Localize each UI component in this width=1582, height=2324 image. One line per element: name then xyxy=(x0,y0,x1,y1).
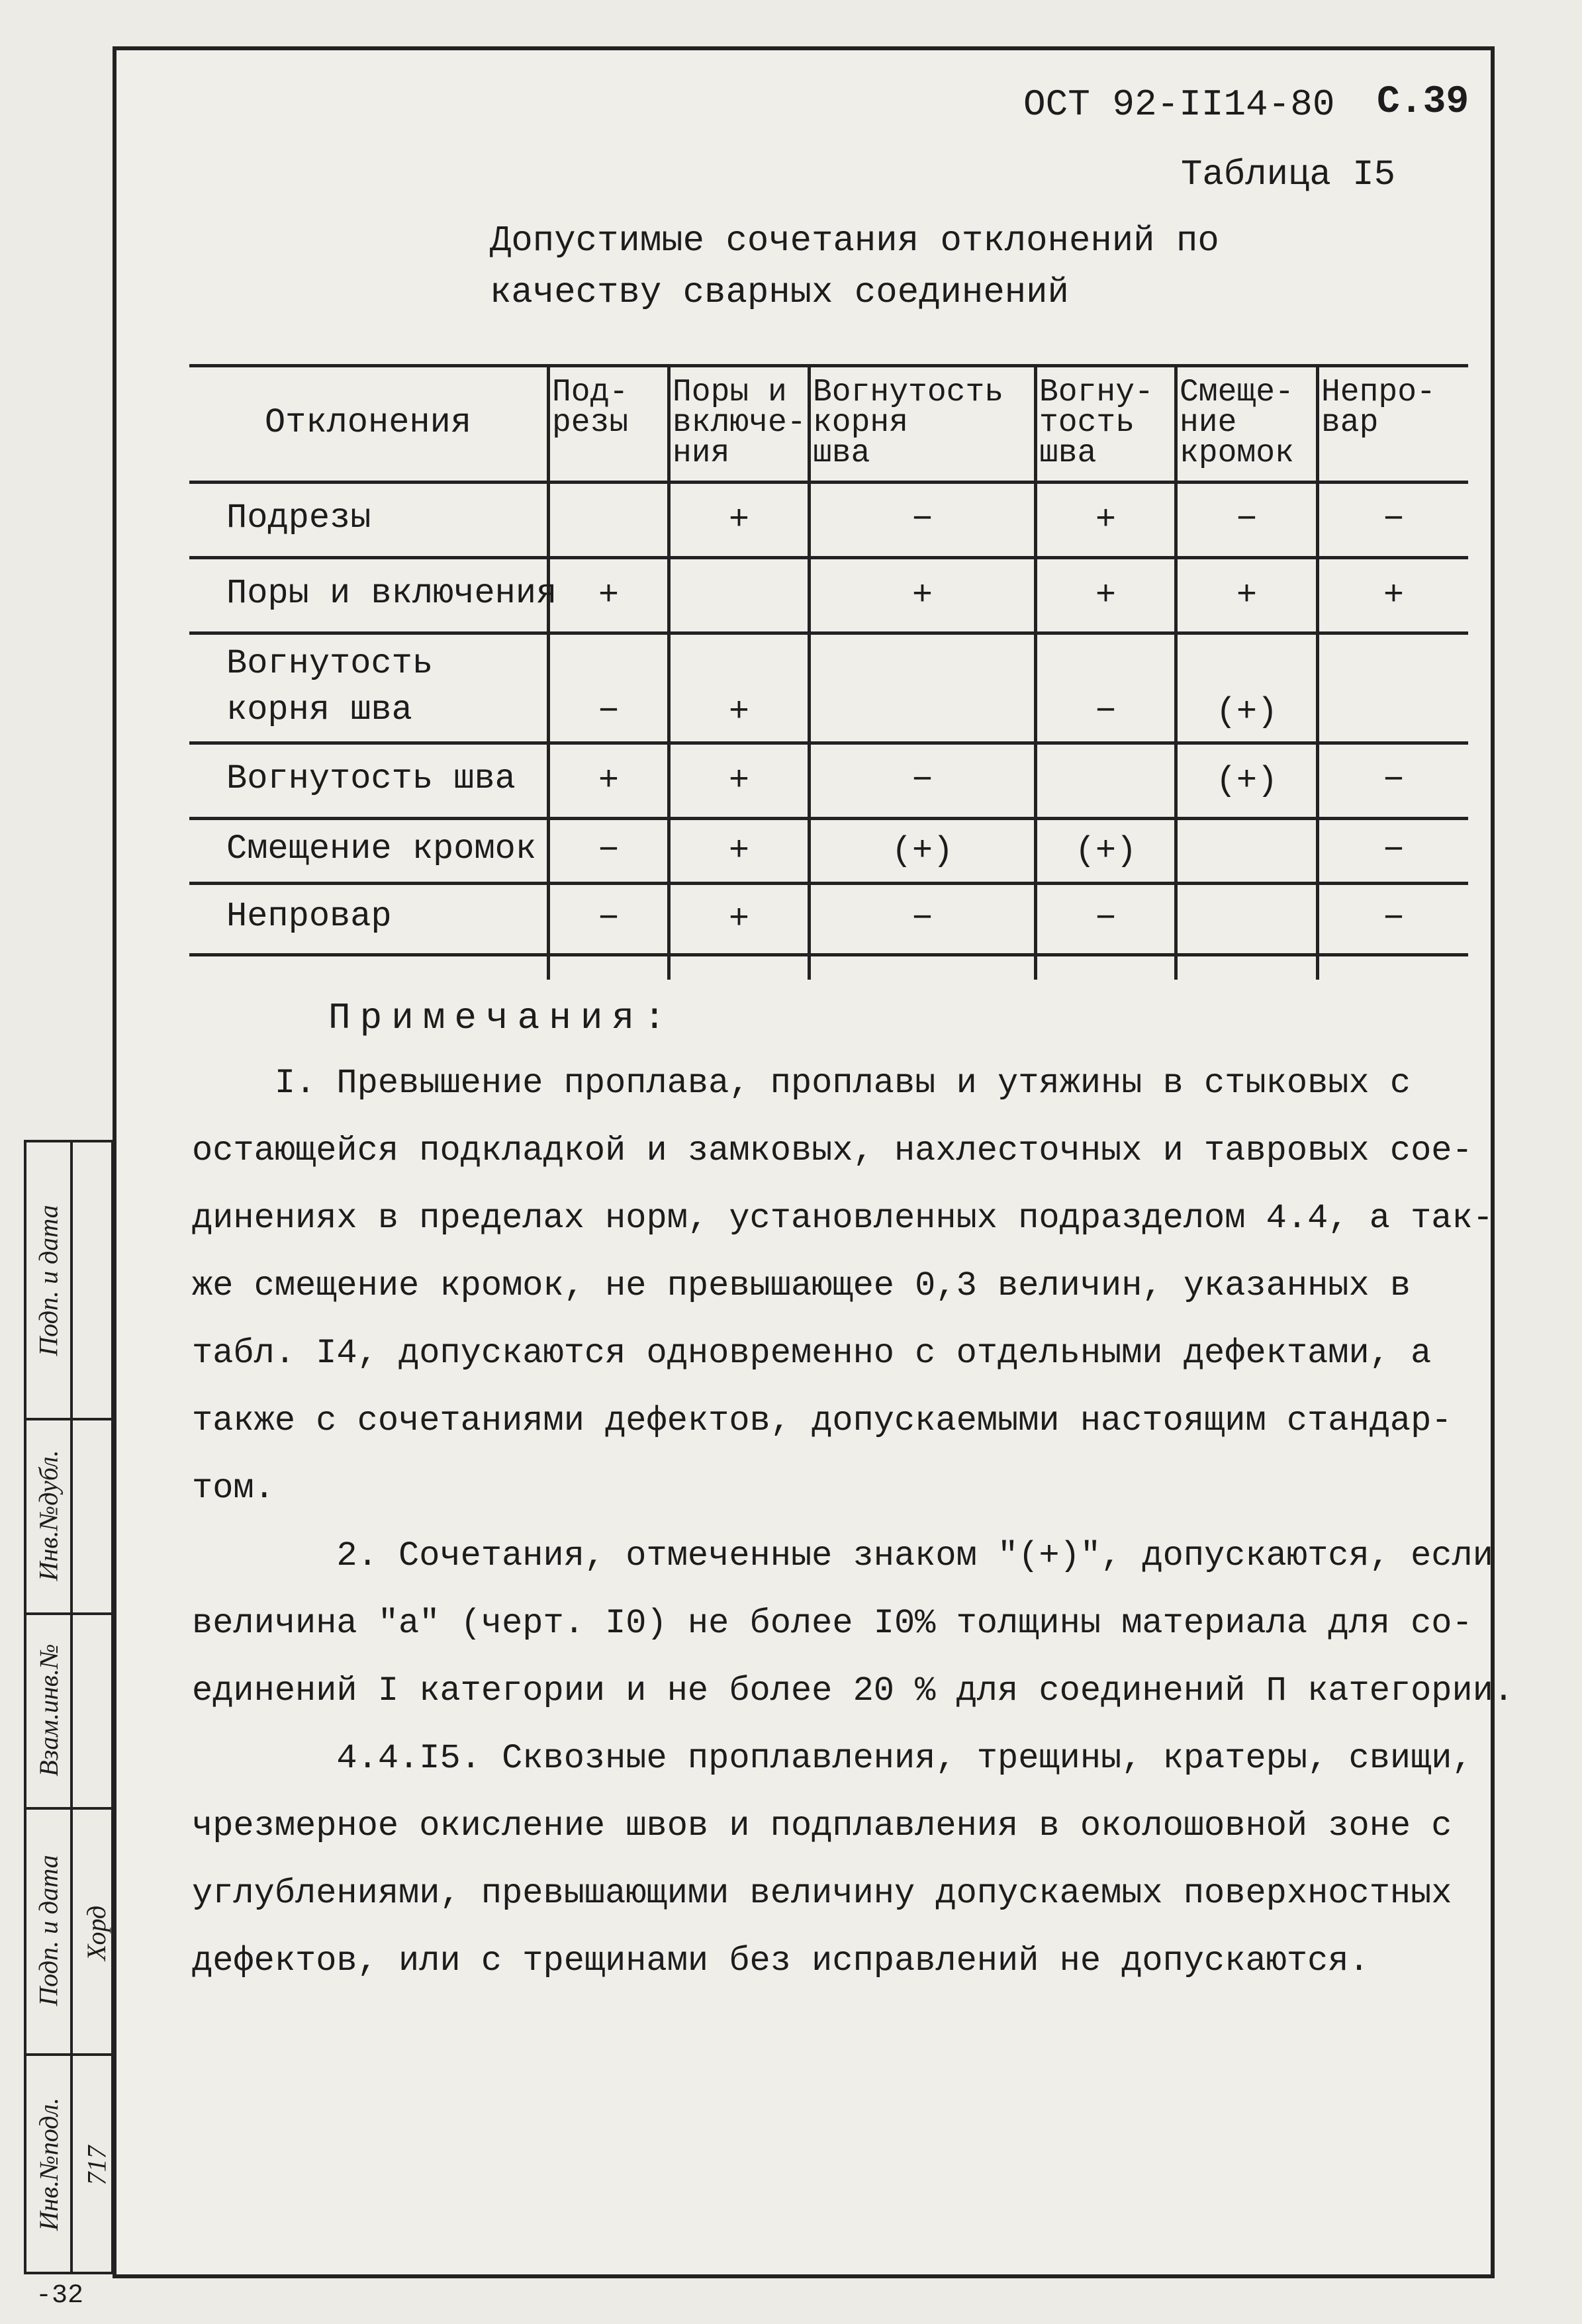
note-1: I. Превышение проплава, проплавы и утяжины в стыковых с остающейся подкладкой и замковых, нахлесточных и тавровых сое- динениях в пределах норм, установленных подразделом 4.4, а так- же смещение кромок, не превышающее 0,3 величин, указанных в табл. I4, допускаются одновременно с отдельными дефектами, а также с сочетаниями дефектов, допускаемыми настоящим стандар- том. xyxy=(192,1064,1493,1508)
page-number: С.39 xyxy=(1377,81,1469,124)
table-line xyxy=(189,631,1468,635)
table-cell: − xyxy=(1383,761,1405,800)
notes-heading: Примечания: xyxy=(328,997,675,1039)
table-cell xyxy=(1178,885,1316,953)
table-cell xyxy=(550,484,667,556)
stamp-signature: Хорд xyxy=(81,1905,112,1961)
table-cell: − xyxy=(598,900,620,939)
table-cell: (+) xyxy=(1215,761,1278,800)
row-label: Подрезы xyxy=(226,498,371,537)
table-cell xyxy=(1178,820,1316,882)
table-cell: − xyxy=(911,500,933,539)
row-label: Вогнутость корня шва xyxy=(226,644,434,729)
stamp-label-dup-inv: Инв.№дубл. xyxy=(33,1450,64,1581)
table-cell: + xyxy=(728,500,750,539)
table-label: Таблица I5 xyxy=(1181,155,1396,195)
table-cell: + xyxy=(598,576,620,615)
document-code: ОСТ 92-II14-80 xyxy=(1023,83,1335,126)
col-header-weld-concavity: Вогну- тость шва xyxy=(1039,375,1154,471)
stamp-label-sign-date-2: Подп. и дата xyxy=(33,1854,64,2006)
col-header-lack-of-fusion: Непро- вар xyxy=(1321,375,1436,441)
stamp-label-sign-date: Подп. и дата xyxy=(33,1204,64,1356)
table-cell: − xyxy=(1095,900,1117,939)
table-cell: − xyxy=(911,761,933,800)
stamp-label-replace-inv: Взам.инв.№ xyxy=(33,1643,64,1777)
deviation-combination-table xyxy=(189,364,1468,958)
side-stamp xyxy=(24,1140,114,2274)
clause-4-4-15: 4.4.I5. Сквозные проплавления, трещины, кратеры, свищи, чрезмерное окисление швов и подплавления в околошовной зоне с углублениями, превышающими величину допускаемых поверхностных дефектов, или с трещинами без исправлений не допускаются. xyxy=(192,1739,1473,1980)
table-cell: − xyxy=(1383,831,1405,870)
row-label: Поры и включения xyxy=(226,574,557,613)
table-cell xyxy=(1037,745,1174,817)
table-cell: (+) xyxy=(1215,692,1278,731)
table-cell: + xyxy=(1236,576,1258,615)
table-cell: − xyxy=(1383,900,1405,939)
table-cell: + xyxy=(1383,576,1405,615)
table-cell: (+) xyxy=(891,831,954,870)
table-line xyxy=(189,953,1468,956)
sheet-mark: -32 xyxy=(36,2281,84,2311)
stamp-divider xyxy=(70,1142,73,2272)
table-title: Допустимые сочетания отклонений по качеству сварных соединений xyxy=(490,221,1219,313)
row-label: Смещение кромок xyxy=(226,829,537,868)
table-cell: + xyxy=(728,900,750,939)
table-cell: − xyxy=(598,831,620,870)
stamp-label-orig-inv: Инв.№подл. xyxy=(33,2097,64,2231)
col-header-pores: Поры и включе- ния xyxy=(673,375,806,471)
row-label: Вогнутость шва xyxy=(226,759,516,798)
stamp-inventory-number: 717 xyxy=(81,2145,112,2185)
table-cell xyxy=(811,682,1034,741)
table-cell: + xyxy=(728,761,750,800)
table-cell: + xyxy=(728,831,750,870)
col-header-edge-offset: Смеще- ние кромок xyxy=(1180,375,1294,471)
table-cell: (+) xyxy=(1074,831,1137,870)
note-2: 2. Сочетания, отмеченные знаком "(+)", допускаются, если величина "а" (черт. I0) не более I0% толщины материала для со- единений I категории и не более 20 % для соединений П категории. xyxy=(192,1536,1514,1710)
table-cell: − xyxy=(1383,500,1405,539)
table-cell: − xyxy=(598,692,620,731)
row-label: Непровар xyxy=(226,897,392,936)
table-cell: − xyxy=(1236,500,1258,539)
table-cell: + xyxy=(728,692,750,731)
col-header-root-concavity: Вогнутость корня шва xyxy=(813,375,1004,471)
table-cell: + xyxy=(1095,576,1117,615)
table-cell xyxy=(671,559,808,631)
corner-header: Отклонения xyxy=(264,402,472,442)
table-cell: + xyxy=(1095,500,1117,539)
table-cell: − xyxy=(1095,692,1117,731)
table-cell xyxy=(1319,682,1468,741)
table-cell: + xyxy=(598,761,620,800)
table-cell: + xyxy=(911,576,933,615)
col-header-undercut: Под- резы xyxy=(552,375,629,441)
table-cell: − xyxy=(911,900,933,939)
